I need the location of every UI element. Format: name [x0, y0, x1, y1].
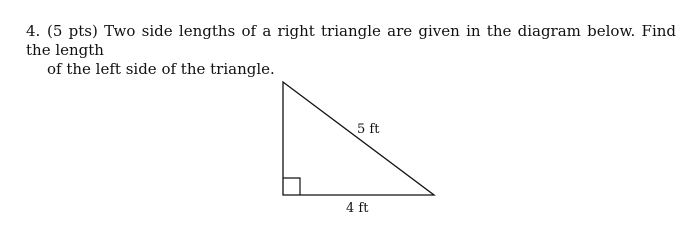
hypotenuse-label: 5 ft	[357, 122, 380, 137]
problem-number: 4.	[26, 22, 41, 40]
problem-text-line-2: of the left side of the triangle.	[47, 60, 275, 78]
base-label: 4 ft	[346, 201, 369, 216]
right-angle-marker	[283, 178, 300, 195]
triangle-outline	[283, 82, 434, 195]
problem-text-line-1: (5 pts) Two side lengths of a right triangle are given in the diagram below. Find the length	[26, 22, 676, 59]
